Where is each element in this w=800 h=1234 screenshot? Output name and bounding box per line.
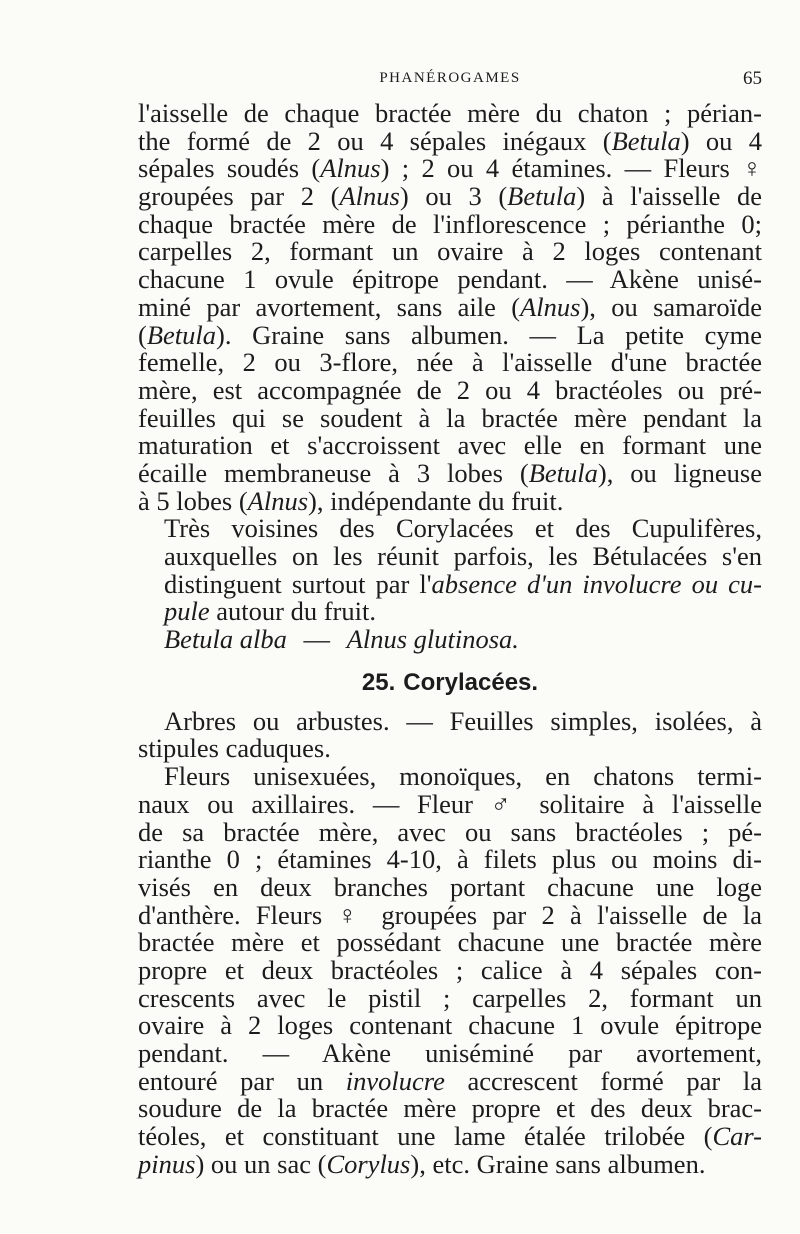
text-line: naux ou axillaires. — Fleur ♂ solitaire à l'aisselle [138, 788, 762, 819]
example-alnus: Alnus glutinosa. [346, 624, 519, 655]
text-line: miné par avortement, sans aile (Alnus), ou samaroïde [138, 291, 762, 322]
text-line: pule autour du fruit. [164, 596, 376, 627]
text-line: maturation et s'accroissent avec elle en formant une [138, 430, 762, 461]
text-line: Fleurs unisexuées, monoïques, en chatons termi- [164, 761, 762, 792]
section-heading [138, 668, 762, 698]
page-number: 65 [743, 68, 762, 89]
text-line: carpelles 2, formant un ovaire à 2 loges contenant [138, 236, 762, 267]
text-line: distinguent surtout par l'absence d'un involucre ou cu- [164, 568, 762, 599]
text-line: entouré par un involucre accrescent formé par la [138, 1065, 762, 1096]
text-line: auxquelles on les réunit parfois, les Bétulacées s'en [164, 541, 762, 571]
text-line: groupées par 2 (Alnus) ou 3 (Betula) à l'aisselle de [138, 181, 762, 212]
paragraph-comparison [138, 515, 762, 626]
running-title: PHANÉROGAMES [379, 70, 521, 86]
text-line: rianthe 0 ; étamines 4-10, à filets plus ou moins di- [138, 844, 762, 875]
section-title: Corylacées. [403, 668, 539, 696]
example-dash: — [303, 624, 331, 655]
text-line: crescents avec le pistil ; carpelles 2, formant un [138, 982, 762, 1013]
body-text [138, 100, 762, 1178]
paragraph-betulacees-description [138, 100, 762, 515]
text-line: chacune 1 ovule épitrope pendant. — Akène unisé- [138, 264, 762, 295]
running-head [138, 70, 762, 94]
text-line: propre et deux bractéoles ; calice à 4 sépales con- [138, 954, 762, 985]
text-line: téoles, et constituant une lame étalée trilobée (Car- [138, 1121, 762, 1152]
text-line: écaille membraneuse à 3 lobes (Betula), ou ligneuse [138, 457, 763, 488]
text-line: sépales soudés (Alnus) ; 2 ou 4 étamines. — Fleurs ♀ [138, 153, 762, 184]
text-line: the formé de 2 ou 4 sépales inégaux (Betula) ou 4 [138, 125, 762, 156]
text-line: mère, est accompagnée de 2 ou 4 bractéoles ou pré- [138, 374, 762, 405]
text-line: l'aisselle de chaque bractée mère du chaton ; périan- [138, 98, 762, 128]
text-line: femelle, 2 ou 3-flore, née à l'aisselle d'une bractée [138, 347, 762, 378]
text-line: d'anthère. Fleurs ♀ groupées par 2 à l'aisselle de la [138, 899, 762, 930]
paragraph-corylacees-flowers [138, 763, 762, 1178]
text-line: à 5 lobes (Alnus), indépendante du fruit. [138, 485, 564, 516]
example-betula: Betula alba [164, 624, 287, 655]
text-line: pinus) ou un sac (Corylus), etc. Graine sans albumen. [138, 1148, 706, 1179]
text-line: stipules caduques. [138, 733, 331, 764]
text-line: feuilles qui se soudent à la bractée mère pendant la [138, 402, 762, 433]
text-line: pendant. — Akène uniséminé par avortement, [138, 1038, 762, 1068]
section-number: 25. [361, 668, 396, 696]
text-line: Arbres ou arbustes. — Feuilles simples, isolées, à [164, 705, 762, 736]
text-line: ovaire à 2 loges contenant chacune 1 ovule épitrope [138, 1010, 762, 1041]
text-line: de sa bractée mère, avec ou sans bractéoles ; pé- [138, 816, 762, 847]
text-line: visés en deux branches portant chacune une loge [138, 871, 762, 902]
text-line: chaque bractée mère de l'inflorescence ; périanthe 0; [138, 208, 762, 239]
examples-line [138, 626, 762, 654]
text-line: (Betula). Graine sans albumen. — La petite cyme [138, 319, 762, 350]
paragraph-habit [138, 705, 762, 764]
text-line: bractée mère et possédant chacune une bractée mère [138, 927, 762, 958]
text-line: Très voisines des Corylacées et des Cupulifères, [164, 513, 762, 544]
text-line: soudure de la bractée mère propre et des deux brac- [138, 1093, 762, 1124]
